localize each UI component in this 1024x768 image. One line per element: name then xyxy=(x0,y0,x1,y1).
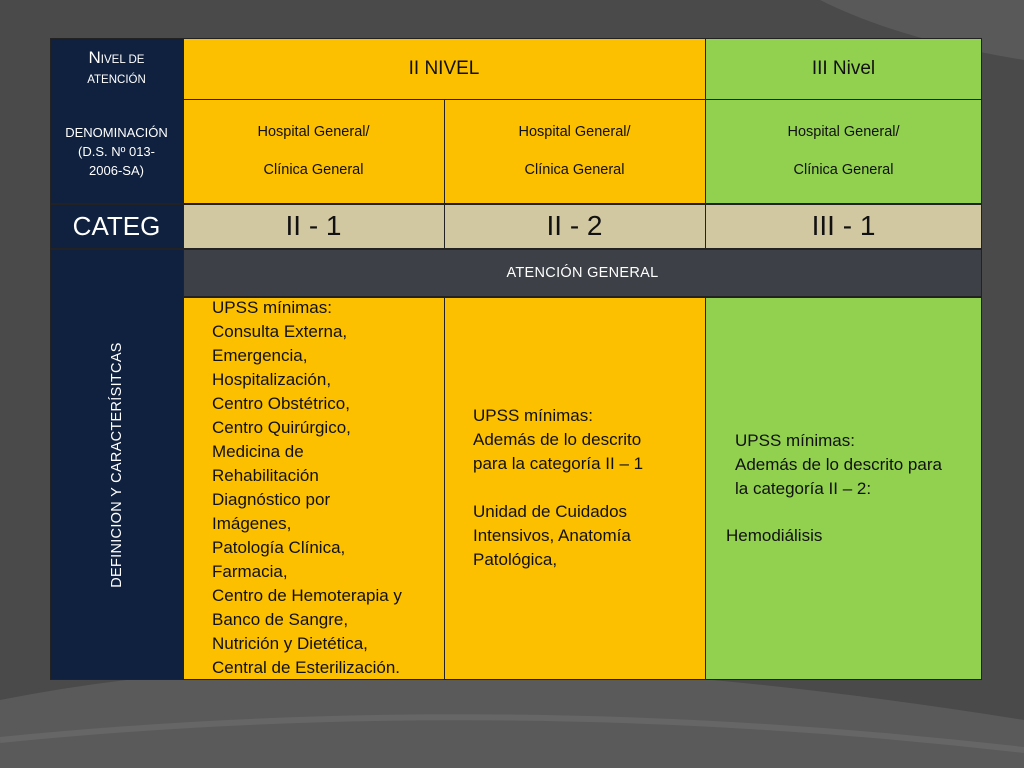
grid-line xyxy=(50,679,982,680)
definicion-side-label xyxy=(50,249,183,680)
upss-ii-1-list: UPSS mínimas: Consulta Externa, Emergencia, Hospitalización, Centro Obstétrico, Centro Quirúrgico, Medicina de Rehabilitación Diagnóstico por Imágenes, Patología Clínica, Farmacia, Centro de Hemoterapia y Banco de Sangre, Nutrición y Dietética, Central de Esterilización. xyxy=(212,298,402,677)
grid-line xyxy=(50,38,51,680)
denominacion-ii-1-line1: Hospital General/ xyxy=(257,124,370,140)
denominacion-label: DENOMINACIÓN (D.S. Nº 013- 2006-SA) xyxy=(50,99,183,203)
grid-line xyxy=(444,297,445,680)
grid-line xyxy=(183,99,982,100)
categ-ii-2: II - 2 xyxy=(444,203,705,249)
grid-line xyxy=(50,203,982,205)
categ-iii-1: III - 1 xyxy=(705,203,982,249)
grid-line xyxy=(50,38,982,39)
iii-nivel-header: III Nivel xyxy=(705,38,982,99)
denominacion-ii-2-line2: Clínica General xyxy=(524,162,625,178)
categ-label: CATEG xyxy=(50,203,183,249)
hemodialisis-text: Hemodiálisis xyxy=(726,526,823,545)
upss-ii-2-list: UPSS mínimas: Además de lo descrito para la categoría II – 1 Unidad de Cuidados Intensivos, Anatomía Patológica, xyxy=(473,406,644,569)
denominacion-iii-1 xyxy=(705,99,982,203)
nivel-atencion-line1: NIVEL DE xyxy=(88,47,145,67)
grid-line xyxy=(981,38,982,680)
grid-line xyxy=(705,297,706,680)
categ-ii-1: II - 1 xyxy=(183,203,444,249)
nivel-atencion-line2: ATENCIÓN xyxy=(87,73,146,86)
denominacion-iii-1-line1: Hospital General/ xyxy=(787,124,900,140)
ii-nivel-header: II NIVEL xyxy=(183,38,705,99)
denominacion-ii-1 xyxy=(183,99,444,203)
denominacion-iii-1-line2: Clínica General xyxy=(793,162,894,178)
grid-line xyxy=(183,296,982,298)
grid-line xyxy=(444,99,445,249)
upss-iii-1-list: UPSS mínimas: Además de lo descrito para la categoría II – 2: xyxy=(735,431,942,498)
grid-line xyxy=(50,248,982,250)
levels-table xyxy=(50,38,982,680)
nivel-atencion-label xyxy=(50,38,183,99)
atencion-general-banner: ATENCIÓN GENERAL xyxy=(183,249,982,297)
denominacion-ii-2 xyxy=(444,99,705,203)
grid-line xyxy=(183,38,184,680)
definicion-side-text: DEFINICION Y CARACTERÍSITCAS xyxy=(108,341,125,588)
grid-line xyxy=(705,38,706,249)
denominacion-ii-1-line2: Clínica General xyxy=(263,162,364,178)
denominacion-ii-2-line1: Hospital General/ xyxy=(518,124,631,140)
